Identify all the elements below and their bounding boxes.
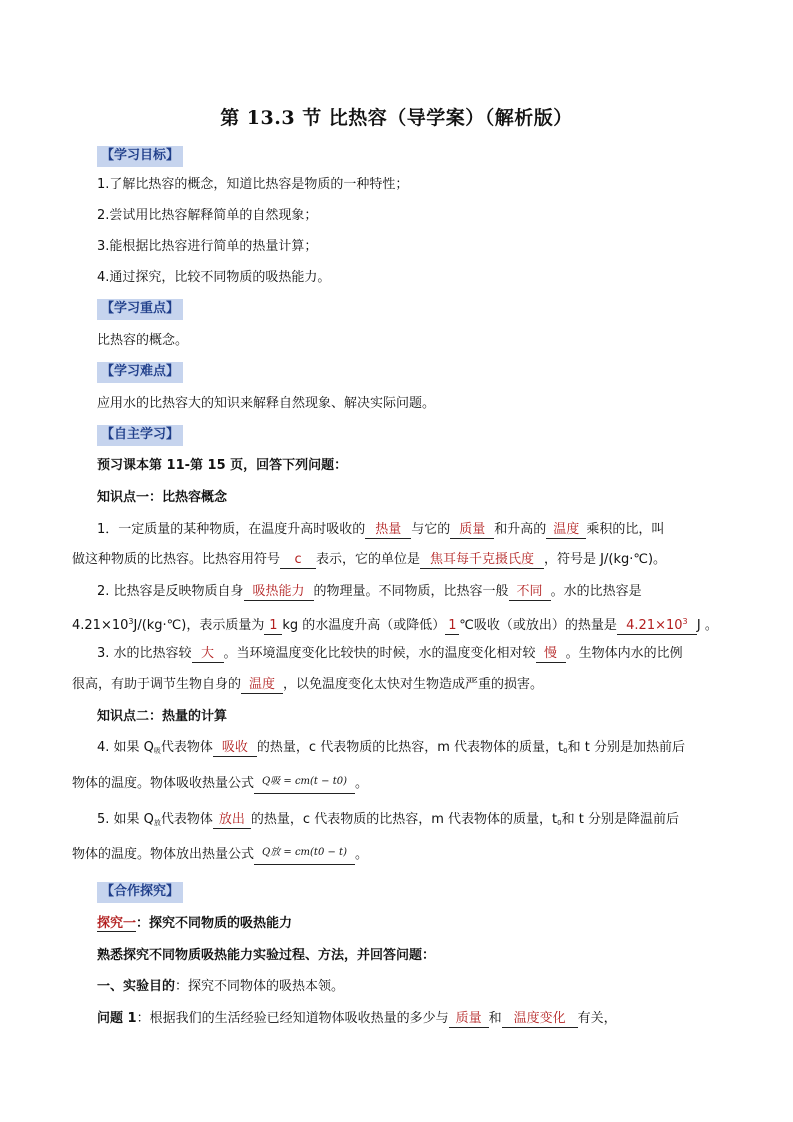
problem-1 xyxy=(97,1009,733,1029)
q1-text: 和升高的 xyxy=(494,522,547,537)
question-5-line-2 xyxy=(72,843,733,865)
subscript: 0 xyxy=(557,819,562,827)
explore-title: ：探究不同物质的吸热能力 xyxy=(136,916,293,931)
question-2-line-2 xyxy=(72,612,733,636)
formula-heat-released: Q放 = cm(t0 − t) xyxy=(254,843,355,865)
q2-text: 。水的比热容是 xyxy=(550,584,642,599)
question-2-line-1 xyxy=(97,582,733,602)
question-3-line-1 xyxy=(97,644,733,664)
experiment-goal-label: 一、实验目的 xyxy=(97,979,176,994)
q3-text: ，以免温度变化太快对生物造成严重的损害。 xyxy=(283,677,544,692)
answer-blank: 吸收 xyxy=(213,739,257,757)
explore-1-heading xyxy=(97,914,733,934)
q5-text: 代表物体 xyxy=(160,812,213,827)
answer-blank: 吸热能力 xyxy=(244,583,314,601)
answer-blank: 不同 xyxy=(509,583,551,601)
question-4-line-2 xyxy=(72,772,733,794)
answer-blank: 焦耳每千克摄氏度 xyxy=(420,551,544,569)
goal-item: 2.尝试用比热容解释简单的自然现象； xyxy=(97,208,318,223)
q2-text: ℃吸收（或放出）的热量是 xyxy=(459,618,617,633)
explore-label: 探究一 xyxy=(97,916,137,931)
goal-item: 4.通过探究，比较不同物质的吸热能力。 xyxy=(97,270,331,285)
page-title: 第 13.3 节 比热容（导学案）（解析版） xyxy=(220,107,573,129)
section-cooperative: 【合作探究】 xyxy=(97,882,183,903)
explore-intro: 熟悉探究不同物质吸热能力实验过程、方法，并回答问题： xyxy=(97,948,436,963)
problem-text: 有关， xyxy=(577,1011,617,1026)
q4-text: 的热量，c 代表物质的比热容，m 代表物体的质量，t xyxy=(256,740,564,755)
q4-text: 和 t 分别是加热前后 xyxy=(567,740,685,755)
q3-text: 。当环境温度变化比较快的时候，水的温度变化相对较 xyxy=(223,646,536,661)
subscript: 0 xyxy=(563,747,568,755)
q4-text: 代表物体 xyxy=(160,740,213,755)
answer-blank: 温度 xyxy=(546,521,586,539)
superscript: 3 xyxy=(682,617,688,626)
subscript: 放 xyxy=(153,819,161,827)
experiment-goal xyxy=(97,977,733,997)
q3-text: 3. 水的比热容较 xyxy=(97,646,192,661)
q4-text: 物体的温度。物体吸收热量公式 xyxy=(72,776,255,791)
answer-blank: 放出 xyxy=(213,811,251,829)
q5-text: 5. 如果 Q xyxy=(97,812,154,827)
section-key: 【学习重点】 xyxy=(97,299,183,320)
answer-blank: 温度 xyxy=(241,676,283,694)
goal-item: 3.能根据比热容进行简单的热量计算； xyxy=(97,239,318,254)
q1-text: 表示，它的单位是 xyxy=(316,552,421,567)
problem-text: ：根据我们的生活经验已经知道物体吸收热量的多少与 xyxy=(136,1011,449,1026)
section-difficulty: 【学习难点】 xyxy=(97,362,183,383)
answer-blank: 慢 xyxy=(536,645,566,663)
q4-text: 。 xyxy=(354,776,368,791)
formula-heat-absorbed: Q吸 = cm(t − t0) xyxy=(254,772,355,794)
question-5-line-1 xyxy=(97,810,733,833)
q5-text: 和 t 分别是降温前后 xyxy=(561,812,679,827)
preview-instruction: 预习课本第 11-第 15 页，回答下列问题： xyxy=(97,458,348,473)
answer-blank: 热量 xyxy=(365,521,411,539)
q1-text: ，符号是 J/(kg·℃)。 xyxy=(544,552,667,567)
answer-blank: 大 xyxy=(192,645,224,663)
q2-text: 4.21×10 xyxy=(72,618,129,633)
subscript: 吸 xyxy=(153,747,161,755)
q5-text: 的热量，c 代表物质的比热容，m 代表物体的质量，t xyxy=(250,812,558,827)
problem-text: 和 xyxy=(488,1011,502,1026)
problem-label: 问题 1 xyxy=(97,1011,137,1026)
section-goals: 【学习目标】 xyxy=(97,146,183,167)
q2-text: kg 的水温度升高（或降低） xyxy=(282,618,446,633)
difficulty-text: 应用水的比热容大的知识来解释自然现象、解决实际问题。 xyxy=(97,396,436,411)
key-text: 比热容的概念。 xyxy=(97,333,189,348)
answer-blank: 温度变化 xyxy=(502,1010,578,1028)
superscript: 3 xyxy=(128,617,134,626)
answer-value: 4.21×10 xyxy=(626,618,683,633)
q4-text: 4. 如果 Q xyxy=(97,740,154,755)
q5-text: 物体的温度。物体放出热量公式 xyxy=(72,847,255,862)
section-self-study: 【自主学习】 xyxy=(97,425,183,446)
q5-text: 。 xyxy=(354,847,368,862)
goal-item: 1.了解比热容的概念，知道比热容是物质的一种特性； xyxy=(97,177,409,192)
q1-text: 做这种物质的比热容。比热容用符号 xyxy=(72,552,281,567)
knowledge-point-1: 知识点一：比热容概念 xyxy=(97,490,228,505)
answer-blank: 1 xyxy=(445,617,459,635)
q1-text: 与它的 xyxy=(411,522,451,537)
knowledge-point-2: 知识点二：热量的计算 xyxy=(97,709,228,724)
question-1-line-2 xyxy=(72,550,733,570)
q3-text: 很高，有助于调节生物自身的 xyxy=(72,677,242,692)
question-4-line-1 xyxy=(97,738,733,761)
answer-blank: 质量 xyxy=(450,521,494,539)
q1-text: 乘积的比，叫 xyxy=(586,522,665,537)
q2-text: 2. 比热容是反映物质自身 xyxy=(97,584,244,599)
q3-text: 。生物体内水的比例 xyxy=(565,646,683,661)
answer-blank xyxy=(617,613,697,635)
q2-text: 的物理量。不同物质，比热容一般 xyxy=(313,584,509,599)
q1-text: 1．一定质量的某种物质，在温度升高时吸收的 xyxy=(97,522,366,537)
answer-blank: 1 xyxy=(264,617,282,635)
q2-text: J 。 xyxy=(696,618,718,633)
experiment-goal-text: ：探究不同物体的吸热本领。 xyxy=(175,979,345,994)
question-3-line-2 xyxy=(72,675,733,695)
answer-blank: 质量 xyxy=(449,1010,489,1028)
question-1-line-1 xyxy=(97,520,733,540)
answer-blank: c xyxy=(280,551,316,569)
q2-text: J/(kg·℃)，表示质量为 xyxy=(133,618,265,633)
